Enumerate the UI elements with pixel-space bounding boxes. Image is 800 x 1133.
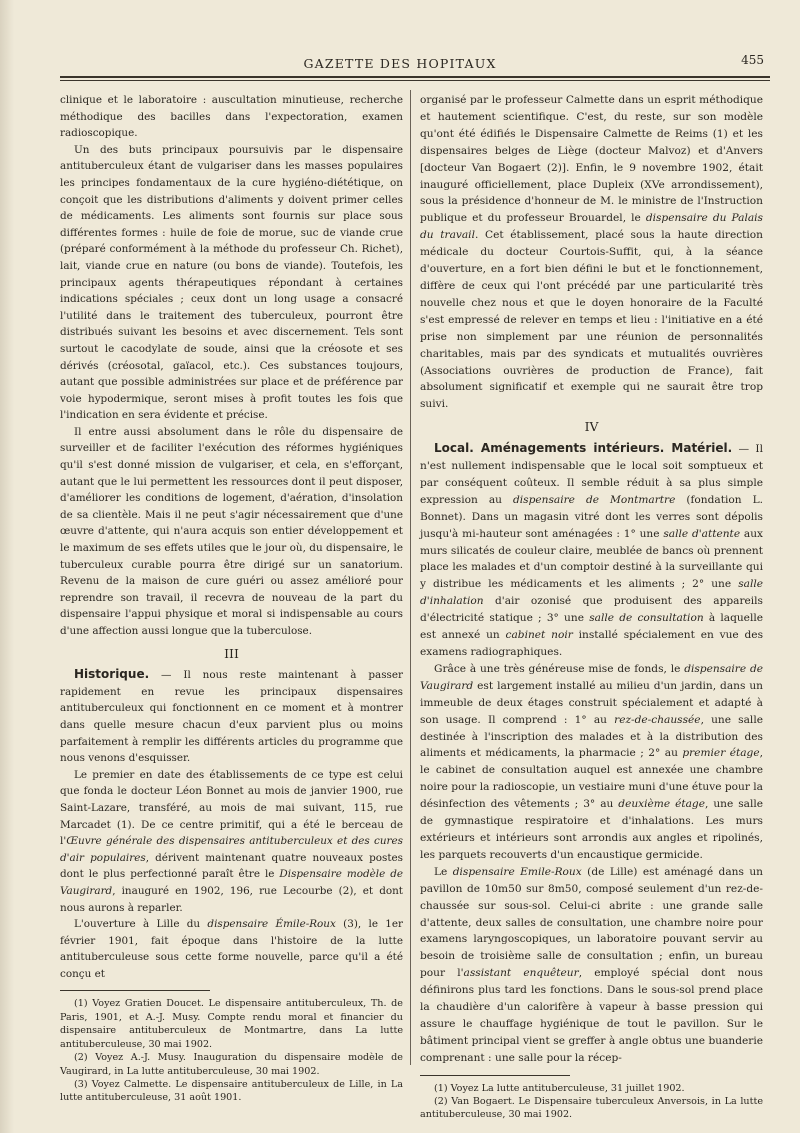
paragraph: Local. Aménagements intérieurs. Matériel. — Il n'est nullement indispensable que le local soit somptueux et par conséquent coûteux. Il semble réduit à sa plus simple expression au dispensaire de Montmartre (fondation L. Bonnet). Dans un magasin vitré dont les verres sont dépolis jusqu'à mi-hauteur sont aménagées : 1° une salle d'attente aux murs silicatés de couleur claire, meublée de bancs où prennent place les malades et d'un comptoir destiné à la surveillante qui y distribue les médicaments et les aliments ; 2° une salle d'inhalation d'air ozonisé que produisent des appareils d'électricité statique ; 3° une salle de consultation à laquelle est annexé un cabinet noir installé spécialement en vue des examens radiographiques.: [420, 441, 764, 658]
paragraph: L'ouverture à Lille du dispensaire Émile-Roux (3), le 1er février 1901, fait époque dans l'histoire de la lutte antituberculeuse sous cette forme nouvelle, parce qu'il a été conçu et: [60, 918, 403, 980]
section-number: III: [224, 645, 239, 661]
footnote-rule: [420, 1075, 570, 1076]
header-rule: [60, 76, 770, 81]
paragraph: Il entre aussi absolument dans le rôle du dispensaire de surveiller et de faciliter l'exécution des réformes hygiéniques qu'il s'est donné mission de vulgariser, et cela, en s'efforçant, autant que le lui permettent les ressources dont il peut disposer, d'améliorer les conditions de logement, d'aération, d'insolation de sa clientèle. Mais il ne peut s'agir nécessairement que d'une œuvre d'attente, qui n'aura acquis son entier développement et le maximum de ses effets utiles que le jour où, du dispensaire, le tuberculeux curable pourra être dirigé sur un sanatorium. Revenu de la maison de cure guéri ou assez amélioré pour reprendre son travail, il recevra de nouveau de la part du dispensaire l'appui physique et moral si indispensable au cours d'une affection aussi longue que la tuberculose.: [60, 425, 403, 637]
footnote: (2) Voyez A.-J. Musy. Inauguration du dispensaire modèle de Vaugirard, in La lutte antituberculeuse, 30 mai 1902.: [60, 1052, 403, 1077]
footnote: (3) Voyez Calmette. Le dispensaire antituberculeux de Lille, in La lutte antituberculeuse, 31 août 1901.: [60, 1078, 403, 1104]
footnote: (1) Voyez Gratien Doucet. Le dispensaire antituberculeux, Th. de Paris, 1901, et A.-J. Musy. Compte rendu moral et financier du dispensaire antituberculeux de Montmartre, dans La lutte antituberculeuse, 30 mai 1902.: [60, 998, 403, 1050]
running-title: GAZETTE DES HOPITAUX: [303, 56, 497, 71]
footnote: (2) Van Bogaert. Le Dispensaire tuberculeux Anversois, in La lutte antituberculeuse, 30 mai 1902.: [420, 1096, 763, 1121]
page-number: 455: [741, 53, 764, 67]
paragraph: Grâce à une très généreuse mise de fonds, le dispensaire de Vaugirard est largement installé au milieu d'un jardin, dans un immeuble de deux étages construit spécialement et adapté à son usage. Il comprend : 1° au rez-de-chaussée, une salle destinée à l'inscription des malades et à la distribution des aliments et médicaments, la pharmacie ; 2° au premier étage, le cabinet de consultation auquel est annexée une chambre noire pour la radioscopie, un vestiaire muni d'une étuve pour la désinfection des vêtements ; 3° au deuxième étage, une salle de gymnastique respiratoire et d'inhalations. Les murs extérieurs et intérieurs sont arrondis aux angles et ripolinés, les parquets recouverts d'un encaustique germicide.: [420, 662, 764, 861]
paragraph: Un des buts principaux poursuivis par le dispensaire antituberculeux étant de vulgariser dans les masses populaires les principes fondamentaux de la cure hygiéno-diététique, on conçoit que les distributions d'aliments y doivent primer celles de médicaments. Les aliments sont fournis sur place sous différentes formes : huile de foie de morue, suc de viande crue (préparé conformément à la méthode du professeur Ch. Richet), lait, viande crue en nature (ou bons de viande). Toutefois, les principaux agents thérapeutiques répondant à certaines indications spéciales ; ceux dont un long usage a consacré l'utilité dans le traitement des tuberculeux, pourront être distribués suivant les besoins et avec discernement. Tels sont surtout le cacodylate de soude, ainsi que la créosote et ses dérivés (créosotal, gaïacol, etc.). Ces substances toujours, autant que possible administrées sur place et de préférence par voie hypodermique, seront mises à profit toutes les fois que l'indication en sera évidente et précise.: [60, 143, 403, 422]
paragraph: clinique et le laboratoire : auscultation minutieuse, recherche méthodique des bacilles dans l'expectoration, examen radioscopique.: [60, 94, 403, 140]
left-column: [60, 92, 403, 1105]
section-title: Historique.: [74, 667, 150, 682]
footnotes: [420, 1082, 763, 1122]
section-number: IV: [584, 419, 599, 435]
right-column: [420, 92, 763, 1122]
footnote-rule: [60, 990, 210, 991]
paragraph: Historique. — Il nous reste maintenant à passer rapidement en revue les principaux dispensaires antituberculeux qui fonctionnent en ce moment et à montrer dans quelle mesure chacun d'eux parvient plus ou moins parfaitement à remplir les différents articles du programme que nous venons d'esquisser.: [60, 667, 403, 765]
page-spine-shadow: [0, 0, 14, 1133]
footnotes: [60, 997, 403, 1104]
section-title: Local. Aménagements intérieurs. Matériel.: [434, 441, 733, 456]
column-divider: [410, 90, 411, 1065]
footnote: (1) Voyez La lutte antituberculeuse, 31 juillet 1902.: [434, 1082, 685, 1094]
paragraph: Le dispensaire Emile-Roux (de Lille) est aménagé dans un pavillon de 10m50 sur 8m50, composé seulement d'un rez-de-chaussée sur sous-sol. Celui-ci abrite : une grande salle d'attente, deux salles de consultation, une chambre noire pour examens laryngoscopiques, un laboratoire pouvant servir au besoin de troisième salle de consultation ; enfin, un bureau pour l'assistant enquêteur, employé spécial dont nous définirons plus tard les fonctions. Dans le sous-sol prend place la chaudière d'un calorifère à vapeur à basse pression qui assure le chauffage hygiénique de tout le pavillon. Sur le bâtiment principal vient se greffer à angle obtus une buanderie comprenant : une salle pour la récep-: [420, 865, 764, 1064]
paragraph: organisé par le professeur Calmette dans un esprit méthodique et hautement scientifique. C'est, du reste, sur son modèle qu'ont été édifiés le Dispensaire Calmette de Reims (1) et les dispensaires belges de Liège (docteur Malvoz) et d'Anvers [docteur Van Bogaert (2)]. Enfin, le 9 novembre 1902, était inauguré officiellement, place Dupleix (XVe arrondissement), sous la présidence d'honneur de M. le ministre de l'Instruction publique et du professeur Brouardel, le dispensaire du Palais du travail. Cet établissement, placé sous la haute direction médicale du docteur Courtois-Suffit, qui, à la séance d'ouverture, en a fort bien défini le but et le fonctionnement, diffère de ceux qui l'ont précédé par une particularité très nouvelle chez nous et que le doyen honoraire de la Faculté s'est empressé de relever en temps et lieu : l'initiative en a été prise non simplement par une réunion de personnalités charitables, mais par des syndicats et mutualités ouvrières (Associations ouvrières de production de France), fait absolument significatif et exemple qui ne saurait être trop suivi.: [420, 94, 763, 411]
paragraph: Le premier en date des établissements de ce type est celui que fonda le docteur Léon Bonnet au mois de janvier 1900, rue Saint-Lazare, transféré, au mois de mai suivant, 115, rue Marcadet (1). De ce centre primitif, qui a été le berceau de l'Œuvre générale des dispensaires antituberculeux et des cures d'air populaires, dérivent maintenant quatre nouveaux postes dont le plus perfectionné paraît être le Dispensaire modèle de Vaugirard, inauguré en 1902, 196, rue Lecourbe (2), et dont nous aurons à reparler.: [60, 768, 404, 914]
